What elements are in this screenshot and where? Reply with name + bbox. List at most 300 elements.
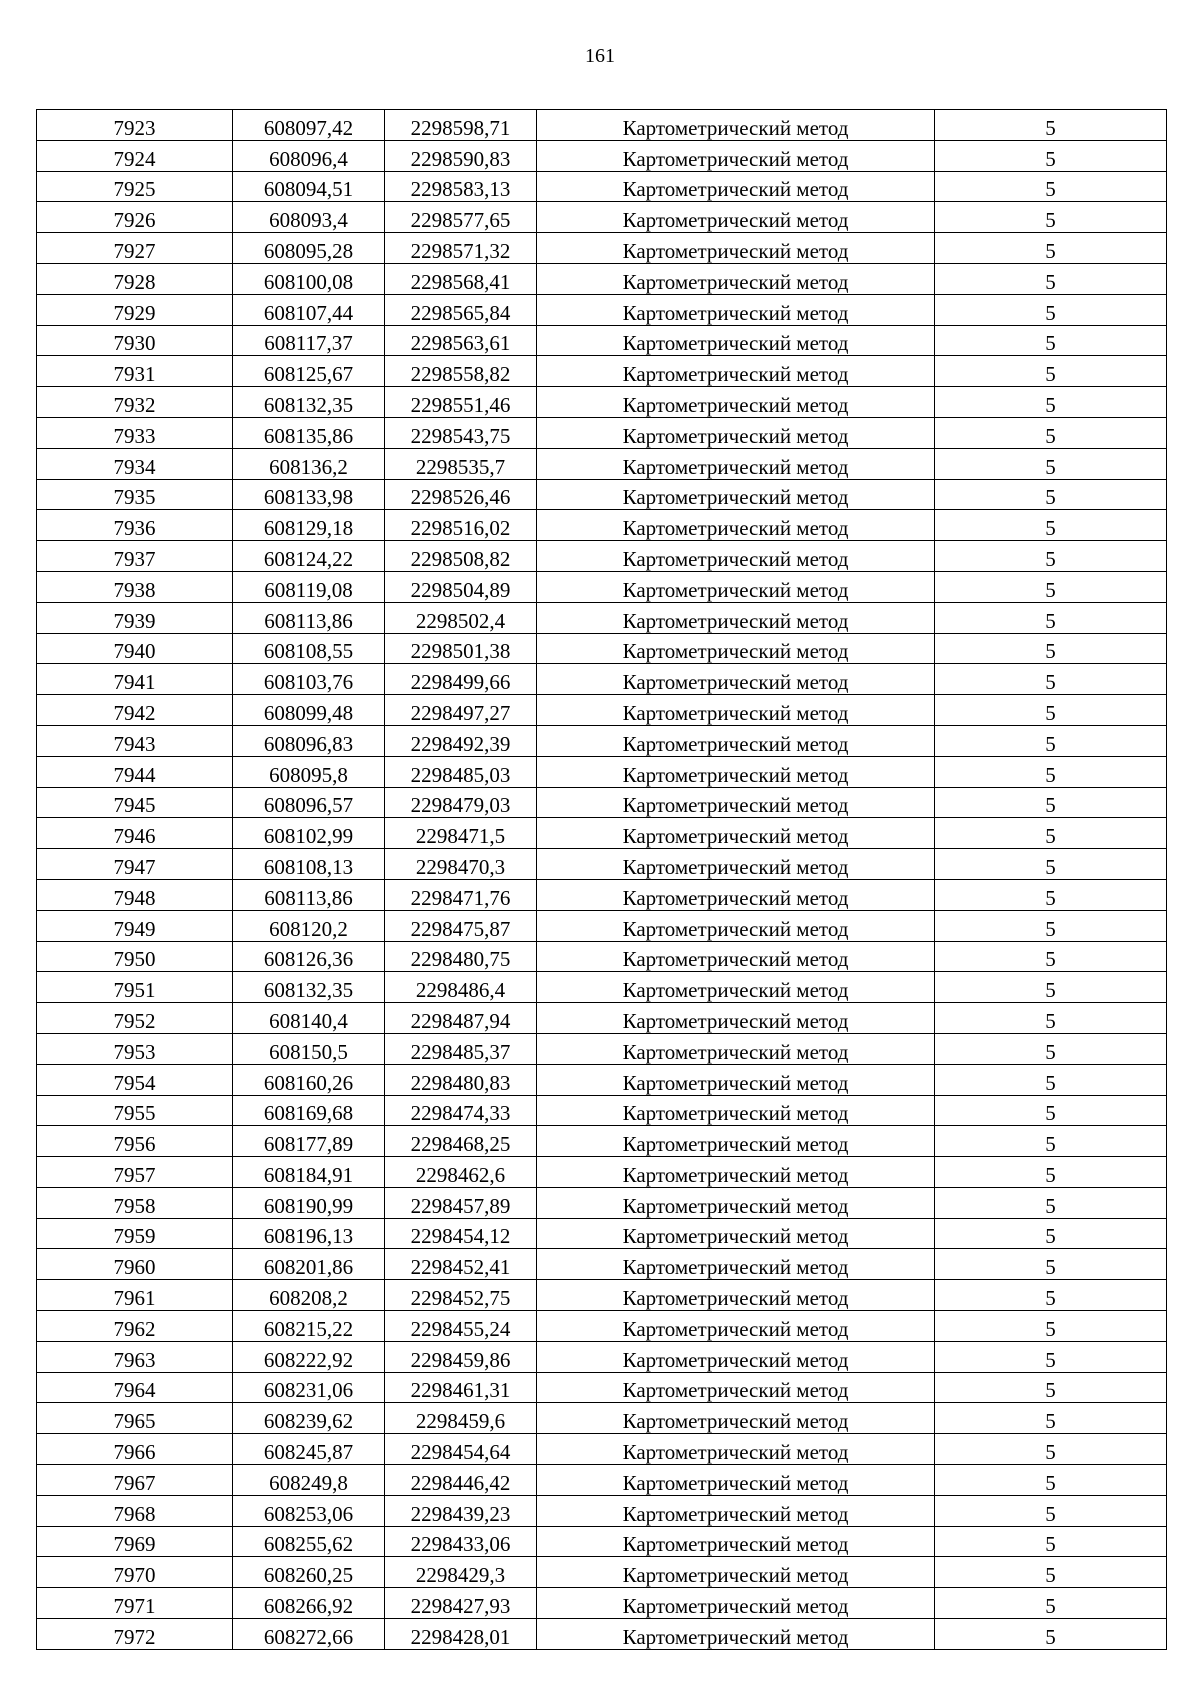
method-cell: Картометрический метод [537, 1619, 935, 1650]
point-number-cell: 7944 [37, 756, 233, 787]
point-number-cell: 7951 [37, 972, 233, 1003]
y-coordinate-cell: 2298470,3 [385, 849, 537, 880]
method-cell: Картометрический метод [537, 1126, 935, 1157]
accuracy-cell: 5 [935, 110, 1167, 141]
point-number-cell: 7967 [37, 1465, 233, 1496]
point-number-cell: 7963 [37, 1341, 233, 1372]
y-coordinate-cell: 2298452,41 [385, 1249, 537, 1280]
y-coordinate-cell: 2298571,32 [385, 233, 537, 264]
x-coordinate-cell: 608136,2 [233, 448, 385, 479]
table-row [37, 1588, 1167, 1619]
accuracy-cell: 5 [935, 1003, 1167, 1034]
x-coordinate-cell: 608222,92 [233, 1341, 385, 1372]
accuracy-cell: 5 [935, 941, 1167, 972]
x-coordinate-cell: 608129,18 [233, 510, 385, 541]
accuracy-cell: 5 [935, 1341, 1167, 1372]
method-cell: Картометрический метод [537, 294, 935, 325]
y-coordinate-cell: 2298459,6 [385, 1403, 537, 1434]
table-row [37, 1187, 1167, 1218]
x-coordinate-cell: 608160,26 [233, 1064, 385, 1095]
y-coordinate-cell: 2298590,83 [385, 140, 537, 171]
accuracy-cell: 5 [935, 571, 1167, 602]
table-row [37, 479, 1167, 510]
method-cell: Картометрический метод [537, 110, 935, 141]
x-coordinate-cell: 608093,4 [233, 202, 385, 233]
y-coordinate-cell: 2298501,38 [385, 633, 537, 664]
table-row [37, 1095, 1167, 1126]
y-coordinate-cell: 2298433,06 [385, 1526, 537, 1557]
y-coordinate-cell: 2298461,31 [385, 1372, 537, 1403]
accuracy-cell: 5 [935, 1557, 1167, 1588]
y-coordinate-cell: 2298459,86 [385, 1341, 537, 1372]
accuracy-cell: 5 [935, 1588, 1167, 1619]
accuracy-cell: 5 [935, 602, 1167, 633]
point-number-cell: 7962 [37, 1311, 233, 1342]
table-row [37, 325, 1167, 356]
method-cell: Картометрический метод [537, 1033, 935, 1064]
x-coordinate-cell: 608177,89 [233, 1126, 385, 1157]
accuracy-cell: 5 [935, 1465, 1167, 1496]
method-cell: Картометрический метод [537, 1372, 935, 1403]
y-coordinate-cell: 2298462,6 [385, 1157, 537, 1188]
point-number-cell: 7952 [37, 1003, 233, 1034]
x-coordinate-cell: 608245,87 [233, 1434, 385, 1465]
table-row [37, 849, 1167, 880]
y-coordinate-cell: 2298479,03 [385, 787, 537, 818]
x-coordinate-cell: 608099,48 [233, 695, 385, 726]
y-coordinate-cell: 2298480,75 [385, 941, 537, 972]
table-row [37, 972, 1167, 1003]
table-row [37, 664, 1167, 695]
table-row [37, 1372, 1167, 1403]
x-coordinate-cell: 608100,08 [233, 263, 385, 294]
point-number-cell: 7956 [37, 1126, 233, 1157]
point-number-cell: 7925 [37, 171, 233, 202]
method-cell: Картометрический метод [537, 202, 935, 233]
table-row [37, 941, 1167, 972]
table-row [37, 263, 1167, 294]
accuracy-cell: 5 [935, 479, 1167, 510]
table-row [37, 541, 1167, 572]
accuracy-cell: 5 [935, 1126, 1167, 1157]
point-number-cell: 7965 [37, 1403, 233, 1434]
accuracy-cell: 5 [935, 1311, 1167, 1342]
accuracy-cell: 5 [935, 1372, 1167, 1403]
y-coordinate-cell: 2298563,61 [385, 325, 537, 356]
point-number-cell: 7961 [37, 1280, 233, 1311]
y-coordinate-cell: 2298568,41 [385, 263, 537, 294]
point-number-cell: 7932 [37, 387, 233, 418]
accuracy-cell: 5 [935, 541, 1167, 572]
point-number-cell: 7940 [37, 633, 233, 664]
method-cell: Картометрический метод [537, 849, 935, 880]
y-coordinate-cell: 2298475,87 [385, 910, 537, 941]
table-row [37, 1495, 1167, 1526]
point-number-cell: 7950 [37, 941, 233, 972]
point-number-cell: 7938 [37, 571, 233, 602]
method-cell: Картометрический метод [537, 972, 935, 1003]
y-coordinate-cell: 2298598,71 [385, 110, 537, 141]
method-cell: Картометрический метод [537, 1249, 935, 1280]
point-number-cell: 7923 [37, 110, 233, 141]
point-number-cell: 7930 [37, 325, 233, 356]
y-coordinate-cell: 2298535,7 [385, 448, 537, 479]
y-coordinate-cell: 2298486,4 [385, 972, 537, 1003]
table-row [37, 417, 1167, 448]
accuracy-cell: 5 [935, 387, 1167, 418]
x-coordinate-cell: 608201,86 [233, 1249, 385, 1280]
accuracy-cell: 5 [935, 818, 1167, 849]
method-cell: Картометрический метод [537, 633, 935, 664]
x-coordinate-cell: 608117,37 [233, 325, 385, 356]
y-coordinate-cell: 2298577,65 [385, 202, 537, 233]
accuracy-cell: 5 [935, 1064, 1167, 1095]
x-coordinate-cell: 608135,86 [233, 417, 385, 448]
accuracy-cell: 5 [935, 1033, 1167, 1064]
method-cell: Картометрический метод [537, 787, 935, 818]
table-row [37, 1341, 1167, 1372]
accuracy-cell: 5 [935, 171, 1167, 202]
table-row [37, 1557, 1167, 1588]
method-cell: Картометрический метод [537, 664, 935, 695]
accuracy-cell: 5 [935, 1187, 1167, 1218]
table-row [37, 448, 1167, 479]
y-coordinate-cell: 2298502,4 [385, 602, 537, 633]
accuracy-cell: 5 [935, 1249, 1167, 1280]
y-coordinate-cell: 2298526,46 [385, 479, 537, 510]
accuracy-cell: 5 [935, 448, 1167, 479]
point-number-cell: 7968 [37, 1495, 233, 1526]
x-coordinate-cell: 608132,35 [233, 387, 385, 418]
y-coordinate-cell: 2298551,46 [385, 387, 537, 418]
accuracy-cell: 5 [935, 140, 1167, 171]
x-coordinate-cell: 608190,99 [233, 1187, 385, 1218]
method-cell: Картометрический метод [537, 1495, 935, 1526]
method-cell: Картометрический метод [537, 140, 935, 171]
table-row [37, 571, 1167, 602]
table-row [37, 1526, 1167, 1557]
method-cell: Картометрический метод [537, 1557, 935, 1588]
method-cell: Картометрический метод [537, 695, 935, 726]
y-coordinate-cell: 2298439,23 [385, 1495, 537, 1526]
x-coordinate-cell: 608196,13 [233, 1218, 385, 1249]
method-cell: Картометрический метод [537, 387, 935, 418]
method-cell: Картометрический метод [537, 910, 935, 941]
accuracy-cell: 5 [935, 972, 1167, 1003]
accuracy-cell: 5 [935, 1095, 1167, 1126]
table-row [37, 1126, 1167, 1157]
y-coordinate-cell: 2298485,03 [385, 756, 537, 787]
point-number-cell: 7933 [37, 417, 233, 448]
x-coordinate-cell: 608169,68 [233, 1095, 385, 1126]
accuracy-cell: 5 [935, 1619, 1167, 1650]
x-coordinate-cell: 608126,36 [233, 941, 385, 972]
x-coordinate-cell: 608132,35 [233, 972, 385, 1003]
page-number: 161 [585, 45, 615, 67]
method-cell: Картометрический метод [537, 1003, 935, 1034]
method-cell: Картометрический метод [537, 1434, 935, 1465]
y-coordinate-cell: 2298471,76 [385, 879, 537, 910]
point-number-cell: 7947 [37, 849, 233, 880]
x-coordinate-cell: 608120,2 [233, 910, 385, 941]
x-coordinate-cell: 608113,86 [233, 602, 385, 633]
point-number-cell: 7957 [37, 1157, 233, 1188]
table-row [37, 1280, 1167, 1311]
y-coordinate-cell: 2298492,39 [385, 725, 537, 756]
method-cell: Картометрический метод [537, 325, 935, 356]
method-cell: Картометрический метод [537, 571, 935, 602]
accuracy-cell: 5 [935, 910, 1167, 941]
method-cell: Картометрический метод [537, 941, 935, 972]
table-row [37, 633, 1167, 664]
x-coordinate-cell: 608208,2 [233, 1280, 385, 1311]
point-number-cell: 7926 [37, 202, 233, 233]
point-number-cell: 7964 [37, 1372, 233, 1403]
table-row [37, 879, 1167, 910]
x-coordinate-cell: 608133,98 [233, 479, 385, 510]
y-coordinate-cell: 2298468,25 [385, 1126, 537, 1157]
y-coordinate-cell: 2298508,82 [385, 541, 537, 572]
table-row [37, 1619, 1167, 1650]
x-coordinate-cell: 608108,13 [233, 849, 385, 880]
y-coordinate-cell: 2298558,82 [385, 356, 537, 387]
accuracy-cell: 5 [935, 633, 1167, 664]
method-cell: Картометрический метод [537, 1187, 935, 1218]
x-coordinate-cell: 608096,57 [233, 787, 385, 818]
y-coordinate-cell: 2298446,42 [385, 1465, 537, 1496]
coordinates-table [36, 109, 1167, 1650]
x-coordinate-cell: 608107,44 [233, 294, 385, 325]
y-coordinate-cell: 2298499,66 [385, 664, 537, 695]
accuracy-cell: 5 [935, 787, 1167, 818]
accuracy-cell: 5 [935, 1434, 1167, 1465]
table-row [37, 140, 1167, 171]
method-cell: Картометрический метод [537, 879, 935, 910]
x-coordinate-cell: 608239,62 [233, 1403, 385, 1434]
x-coordinate-cell: 608266,92 [233, 1588, 385, 1619]
accuracy-cell: 5 [935, 325, 1167, 356]
table-row [37, 695, 1167, 726]
accuracy-cell: 5 [935, 510, 1167, 541]
x-coordinate-cell: 608249,8 [233, 1465, 385, 1496]
y-coordinate-cell: 2298487,94 [385, 1003, 537, 1034]
accuracy-cell: 5 [935, 294, 1167, 325]
point-number-cell: 7934 [37, 448, 233, 479]
y-coordinate-cell: 2298452,75 [385, 1280, 537, 1311]
method-cell: Картометрический метод [537, 725, 935, 756]
x-coordinate-cell: 608255,62 [233, 1526, 385, 1557]
x-coordinate-cell: 608184,91 [233, 1157, 385, 1188]
y-coordinate-cell: 2298485,37 [385, 1033, 537, 1064]
accuracy-cell: 5 [935, 233, 1167, 264]
table-row [37, 356, 1167, 387]
method-cell: Картометрический метод [537, 1280, 935, 1311]
table-row [37, 110, 1167, 141]
point-number-cell: 7939 [37, 602, 233, 633]
x-coordinate-cell: 608253,06 [233, 1495, 385, 1526]
y-coordinate-cell: 2298474,33 [385, 1095, 537, 1126]
table-row [37, 1033, 1167, 1064]
method-cell: Картометрический метод [537, 818, 935, 849]
point-number-cell: 7959 [37, 1218, 233, 1249]
x-coordinate-cell: 608095,8 [233, 756, 385, 787]
method-cell: Картометрический метод [537, 1064, 935, 1095]
accuracy-cell: 5 [935, 356, 1167, 387]
accuracy-cell: 5 [935, 756, 1167, 787]
point-number-cell: 7969 [37, 1526, 233, 1557]
table-row [37, 602, 1167, 633]
table-row [37, 1064, 1167, 1095]
point-number-cell: 7943 [37, 725, 233, 756]
accuracy-cell: 5 [935, 1403, 1167, 1434]
point-number-cell: 7972 [37, 1619, 233, 1650]
table-row [37, 1249, 1167, 1280]
accuracy-cell: 5 [935, 1157, 1167, 1188]
point-number-cell: 7955 [37, 1095, 233, 1126]
method-cell: Картометрический метод [537, 356, 935, 387]
method-cell: Картометрический метод [537, 1341, 935, 1372]
table-row [37, 725, 1167, 756]
y-coordinate-cell: 2298428,01 [385, 1619, 537, 1650]
y-coordinate-cell: 2298565,84 [385, 294, 537, 325]
accuracy-cell: 5 [935, 664, 1167, 695]
table-row [37, 202, 1167, 233]
coordinates-table-body [37, 110, 1167, 1650]
x-coordinate-cell: 608119,08 [233, 571, 385, 602]
accuracy-cell: 5 [935, 417, 1167, 448]
accuracy-cell: 5 [935, 879, 1167, 910]
table-row [37, 233, 1167, 264]
point-number-cell: 7953 [37, 1033, 233, 1064]
method-cell: Картометрический метод [537, 541, 935, 572]
point-number-cell: 7970 [37, 1557, 233, 1588]
table-row [37, 910, 1167, 941]
table-row [37, 1403, 1167, 1434]
accuracy-cell: 5 [935, 1495, 1167, 1526]
point-number-cell: 7960 [37, 1249, 233, 1280]
method-cell: Картометрический метод [537, 1588, 935, 1619]
point-number-cell: 7971 [37, 1588, 233, 1619]
x-coordinate-cell: 608272,66 [233, 1619, 385, 1650]
method-cell: Картометрический метод [537, 233, 935, 264]
y-coordinate-cell: 2298480,83 [385, 1064, 537, 1095]
table-row [37, 1157, 1167, 1188]
x-coordinate-cell: 608096,83 [233, 725, 385, 756]
method-cell: Картометрический метод [537, 448, 935, 479]
y-coordinate-cell: 2298543,75 [385, 417, 537, 448]
point-number-cell: 7948 [37, 879, 233, 910]
x-coordinate-cell: 608094,51 [233, 171, 385, 202]
table-row [37, 787, 1167, 818]
x-coordinate-cell: 608150,5 [233, 1033, 385, 1064]
x-coordinate-cell: 608097,42 [233, 110, 385, 141]
method-cell: Картометрический метод [537, 171, 935, 202]
method-cell: Картометрический метод [537, 263, 935, 294]
y-coordinate-cell: 2298583,13 [385, 171, 537, 202]
point-number-cell: 7931 [37, 356, 233, 387]
table-row [37, 510, 1167, 541]
x-coordinate-cell: 608260,25 [233, 1557, 385, 1588]
point-number-cell: 7954 [37, 1064, 233, 1095]
point-number-cell: 7924 [37, 140, 233, 171]
point-number-cell: 7927 [37, 233, 233, 264]
x-coordinate-cell: 608108,55 [233, 633, 385, 664]
y-coordinate-cell: 2298497,27 [385, 695, 537, 726]
point-number-cell: 7942 [37, 695, 233, 726]
method-cell: Картометрический метод [537, 1526, 935, 1557]
x-coordinate-cell: 608102,99 [233, 818, 385, 849]
method-cell: Картометрический метод [537, 1157, 935, 1188]
table-row [37, 1465, 1167, 1496]
accuracy-cell: 5 [935, 849, 1167, 880]
point-number-cell: 7958 [37, 1187, 233, 1218]
accuracy-cell: 5 [935, 1526, 1167, 1557]
method-cell: Картометрический метод [537, 1311, 935, 1342]
x-coordinate-cell: 608125,67 [233, 356, 385, 387]
accuracy-cell: 5 [935, 263, 1167, 294]
point-number-cell: 7935 [37, 479, 233, 510]
y-coordinate-cell: 2298504,89 [385, 571, 537, 602]
x-coordinate-cell: 608095,28 [233, 233, 385, 264]
accuracy-cell: 5 [935, 695, 1167, 726]
method-cell: Картометрический метод [537, 756, 935, 787]
table-row [37, 1003, 1167, 1034]
method-cell: Картометрический метод [537, 1218, 935, 1249]
table-row [37, 818, 1167, 849]
x-coordinate-cell: 608113,86 [233, 879, 385, 910]
y-coordinate-cell: 2298457,89 [385, 1187, 537, 1218]
x-coordinate-cell: 608096,4 [233, 140, 385, 171]
y-coordinate-cell: 2298516,02 [385, 510, 537, 541]
table-row [37, 1218, 1167, 1249]
y-coordinate-cell: 2298454,12 [385, 1218, 537, 1249]
y-coordinate-cell: 2298427,93 [385, 1588, 537, 1619]
point-number-cell: 7945 [37, 787, 233, 818]
y-coordinate-cell: 2298455,24 [385, 1311, 537, 1342]
table-row [37, 387, 1167, 418]
method-cell: Картометрический метод [537, 1403, 935, 1434]
method-cell: Картометрический метод [537, 479, 935, 510]
method-cell: Картометрический метод [537, 1465, 935, 1496]
x-coordinate-cell: 608140,4 [233, 1003, 385, 1034]
x-coordinate-cell: 608215,22 [233, 1311, 385, 1342]
table-row [37, 171, 1167, 202]
accuracy-cell: 5 [935, 1280, 1167, 1311]
table-row [37, 1434, 1167, 1465]
point-number-cell: 7966 [37, 1434, 233, 1465]
y-coordinate-cell: 2298429,3 [385, 1557, 537, 1588]
accuracy-cell: 5 [935, 1218, 1167, 1249]
x-coordinate-cell: 608103,76 [233, 664, 385, 695]
table-row [37, 756, 1167, 787]
table-row [37, 1311, 1167, 1342]
accuracy-cell: 5 [935, 202, 1167, 233]
method-cell: Картометрический метод [537, 417, 935, 448]
point-number-cell: 7928 [37, 263, 233, 294]
point-number-cell: 7949 [37, 910, 233, 941]
point-number-cell: 7929 [37, 294, 233, 325]
accuracy-cell: 5 [935, 725, 1167, 756]
x-coordinate-cell: 608124,22 [233, 541, 385, 572]
table-row [37, 294, 1167, 325]
point-number-cell: 7937 [37, 541, 233, 572]
method-cell: Картометрический метод [537, 510, 935, 541]
y-coordinate-cell: 2298454,64 [385, 1434, 537, 1465]
method-cell: Картометрический метод [537, 602, 935, 633]
method-cell: Картометрический метод [537, 1095, 935, 1126]
x-coordinate-cell: 608231,06 [233, 1372, 385, 1403]
y-coordinate-cell: 2298471,5 [385, 818, 537, 849]
